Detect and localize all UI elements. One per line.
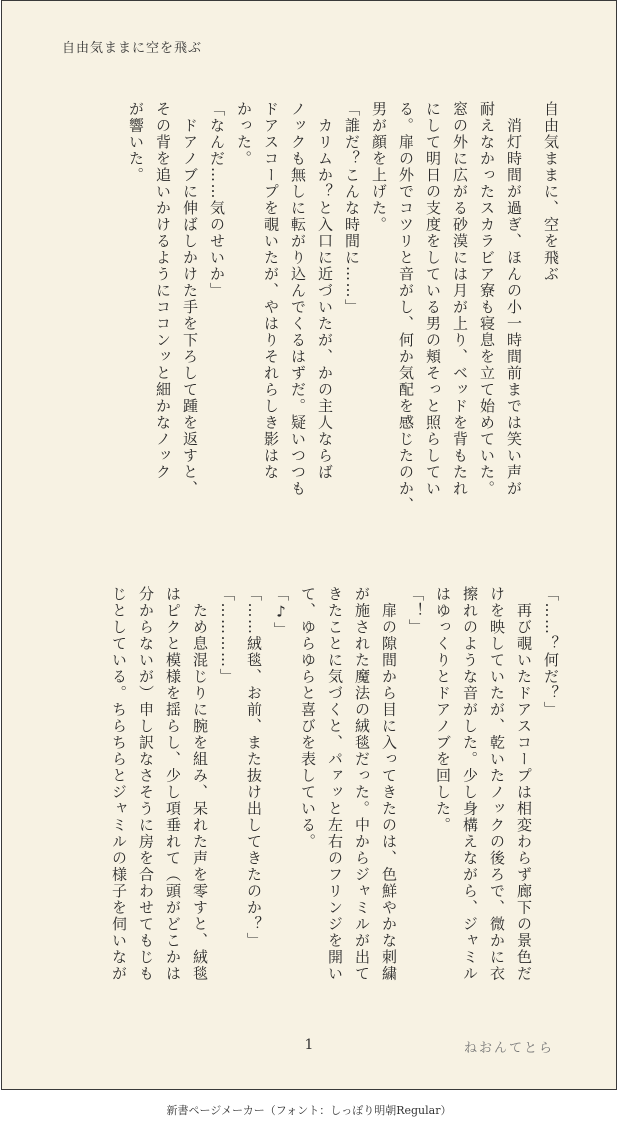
text-line: 耐えなかったスカラビア寮も寝息を立て始めていた。 (478, 101, 496, 497)
text-line: 「！」 (407, 586, 425, 636)
text-line: カリムか？と入口に近づいたが、かの主人ならば (316, 101, 334, 481)
text-line: 窓の外に広がる砂漠には月が上り、ベッドを背もたれ (451, 101, 469, 497)
text-line: ドアノブに伸ばしかけた手を下ろして踵を返すと、 (181, 101, 199, 497)
author-name: ねおんてとら (463, 1041, 554, 1056)
text-line: が施された魔法の絨毯だった。中からジャミルが出て (353, 586, 371, 982)
text-line: 「♪」 (272, 586, 290, 639)
text-line: 分からないが）申し訳なさそうに房を合わせてもじも (137, 586, 155, 982)
book-page (1, 0, 617, 1090)
text-line: かった。 (235, 101, 253, 167)
text-line: 男が顔を上げた。 (370, 101, 388, 233)
text-line: じとしている。ちらちらとジャミルの様子を伺いなが (110, 586, 128, 982)
page-number: 1 (304, 1037, 314, 1053)
text-block-lower (54, 586, 564, 996)
text-line: ドアスコープを覗いたが、やはりそれらしき影はな (262, 101, 280, 481)
text-line: 「なんだ……気のせいか」 (208, 101, 226, 299)
text-line: 消灯時間が過ぎ、ほんの小一時間前までは笑い声が (505, 101, 523, 497)
story-title: 自由気ままに、空を飛ぶ (542, 101, 560, 283)
text-line: 再び覗いたドアスコープは相変わらず廊下の景色だ (515, 586, 533, 982)
text-line: 「…………」 (218, 586, 236, 685)
text-line: 扉の隙間から目に入ってきたのは、色鮮やかな刺繍 (380, 586, 398, 982)
text-line: はゆっくりとドアノブを回した。 (434, 586, 452, 834)
text-line: ノックも無しに転がり込んでくるはずだ。疑いつつも (289, 101, 307, 497)
generator-credit: 新書ページメーカー（フォント：しっぽり明朝Regular） (166, 1104, 452, 1117)
text-line: 「誰だ？こんな時間に……」 (343, 101, 361, 316)
text-line: ため息混じりに腕を組み、呆れた声を零すと、絨毯 (191, 586, 209, 982)
text-line: 「……？何だ？」 (542, 586, 560, 718)
text-block-upper (54, 101, 564, 531)
text-line: る。扉の外でコツリと音がし、何か気配を感じたのか、 (397, 101, 415, 514)
text-line: けを映していたが、乾いたノックの後ろで、微かに衣 (488, 586, 506, 982)
text-line: が響いた。 (127, 101, 145, 184)
text-line: きたことに気づくと、パァッと左右のフリンジを開い (326, 586, 344, 982)
text-line: 擦れのような音がした。少し身構えながら、ジャミル (461, 586, 479, 982)
running-title: 自由気ままに空を飛ぶ (62, 41, 203, 56)
text-line: て、ゆらゆらと喜びを表している。 (299, 586, 317, 850)
text-line: はピクと模様を揺らし、少し項垂れて（頭がどこかは (164, 586, 182, 982)
text-line: 「……絨毯、お前、また抜け出してきたのか？」 (245, 586, 263, 949)
text-line: にして明日の支度をしている男の頬そっと照らしてい (424, 101, 442, 497)
text-line: その背を追いかけるようにココンッと細かなノック (154, 101, 172, 481)
